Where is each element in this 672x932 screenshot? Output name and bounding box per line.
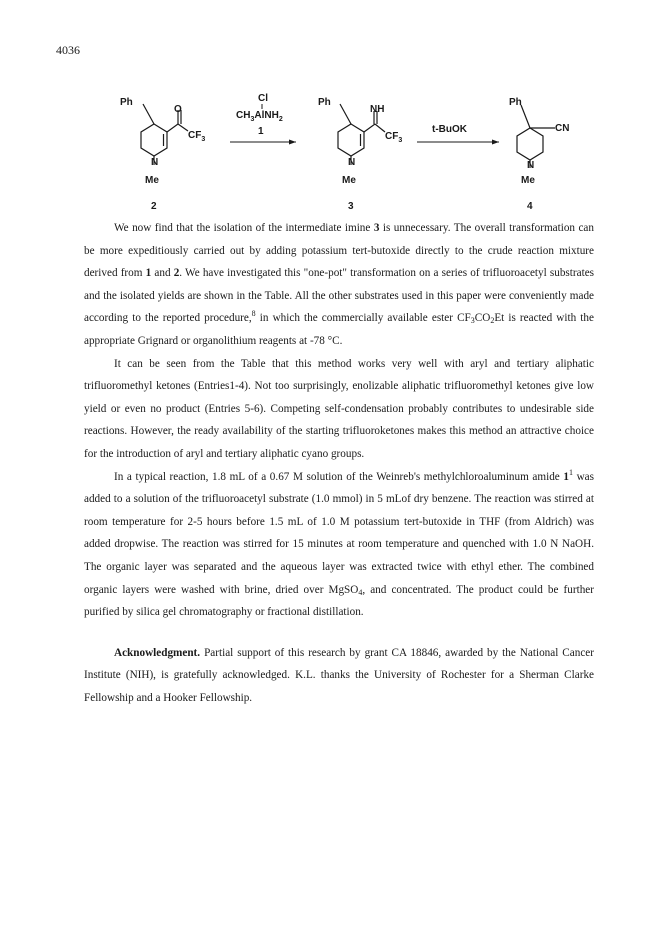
compound-label-3: 3 [348,201,354,212]
compound-3-cf3: $CF_3$ [385,131,403,144]
compound-3-ph: Ph [318,97,331,108]
compound-2-ph-bond [143,104,154,124]
reaction-arrow-2 [417,140,499,145]
page-number: 4036 [56,43,80,57]
compound-2-cf3-bond [178,124,188,131]
body-text [84,217,594,709]
reagent1-formula: $CH_3AlNH_2$ [236,110,283,123]
compound-label-4: 4 [527,201,533,212]
compound-2-me: Me [145,175,159,186]
compound-2-o: O [174,104,182,115]
compound-4-me: Me [521,175,535,186]
compound-3-ph-bond [340,104,351,124]
compound-3-cf3-bond [375,124,385,132]
compound-label-2: 2 [151,201,157,212]
acknowledgment-title: Acknowledgment. [114,646,201,659]
compound-4-cn: CN [555,123,570,134]
compound-2-ph: Ph [120,97,133,108]
compound-3-n: N [348,157,356,168]
compound-2-n: N [151,157,159,168]
compound-4-ph: Ph [509,97,522,108]
compound-4-ph-bond [521,105,530,128]
paragraph-1: We now find that the isolation of the intermediate imine 3 is unnecessary. The overall transformation can be more expeditiously carried out by adding potassium tert-butoxide directly to the crude reaction mixture derived from 1 and 2. We have investigated this "one-pot" transformation on a series of trifluoroacetyl substrates and the isolated yields are shown in the Table. All the other substrates used in this paper were conveniently made according to the reported procedure,$^8$ in which the commercially available ester $CF_3CO_2Et$ is reacted with the appropriate Grignard or organolithium reagents at -78 °C. [84,222,595,347]
reaction-scheme [0,88,672,218]
acknowledgment [84,642,594,710]
acknowledgment-text: Partial support of this research by grant CA 18846, awarded by the National Cancer Institute (NIH), is gratefully acknowledged. K.L. thanks the University of Rochester for a Sherman Clarke Fellowship and a Hooker Fellowship. [84,646,594,704]
reagent2: t-BuOK [432,124,467,135]
paragraph-2: It can be seen from the Table that this method works very well with aryl and tertiary aliphatic trifluoromethyl ketones (Entries1-4). Not too surprisingly, enolizable aliphatic trifluoromethyl ketones give low yield or even no product (Entries 5-6). Competing self-condensation probably contributes to undesirable side reactions. However, the ready availability of the starting trifluoroketones makes this method an attractive choice for the introduction of aryl and tertiary aliphatic cyano groups. [84,357,594,460]
reagent1-number: 1 [258,126,264,137]
compound-3-me: Me [342,175,356,186]
reagent1-cl: Cl [258,93,268,104]
reaction-arrow-1 [230,140,296,145]
paragraph-3: In a typical reaction, 1.8 mL of a 0.67 M solution of the Weinreb's methylchloroaluminum amide $1^1$ was added to a solution of the trifluoroacetyl substrate (1.0 mmol) in 5 mLof dry benzene. The reaction was stirred at room temperature for 2-5 hours before 1.5 mL of 1.0 M potassium tert-butoxide in THF (from Aldrich) was added dropwise. The reaction was stirred for 15 minutes at room temperature and quenched with 1.0 N NaOH. The organic layer was separated and the aqueous layer was extracted twice with ethyl ether. The combined organic layers were washed with brine, dried over MgSO$_4$, and concentrated. The product could be further purified by silica gel chromatography or fractional distillation. [84,467,594,619]
compound-3-nh: NH [370,104,385,115]
compound-4-n: N [527,160,535,171]
compound-4 [517,105,555,168]
compound-3-imine-bond [364,124,375,132]
compound-4-ring [517,128,543,160]
compound-2-cf3: $CF_3$ [188,130,206,143]
compound-2-carbonyl-bond [167,124,178,132]
